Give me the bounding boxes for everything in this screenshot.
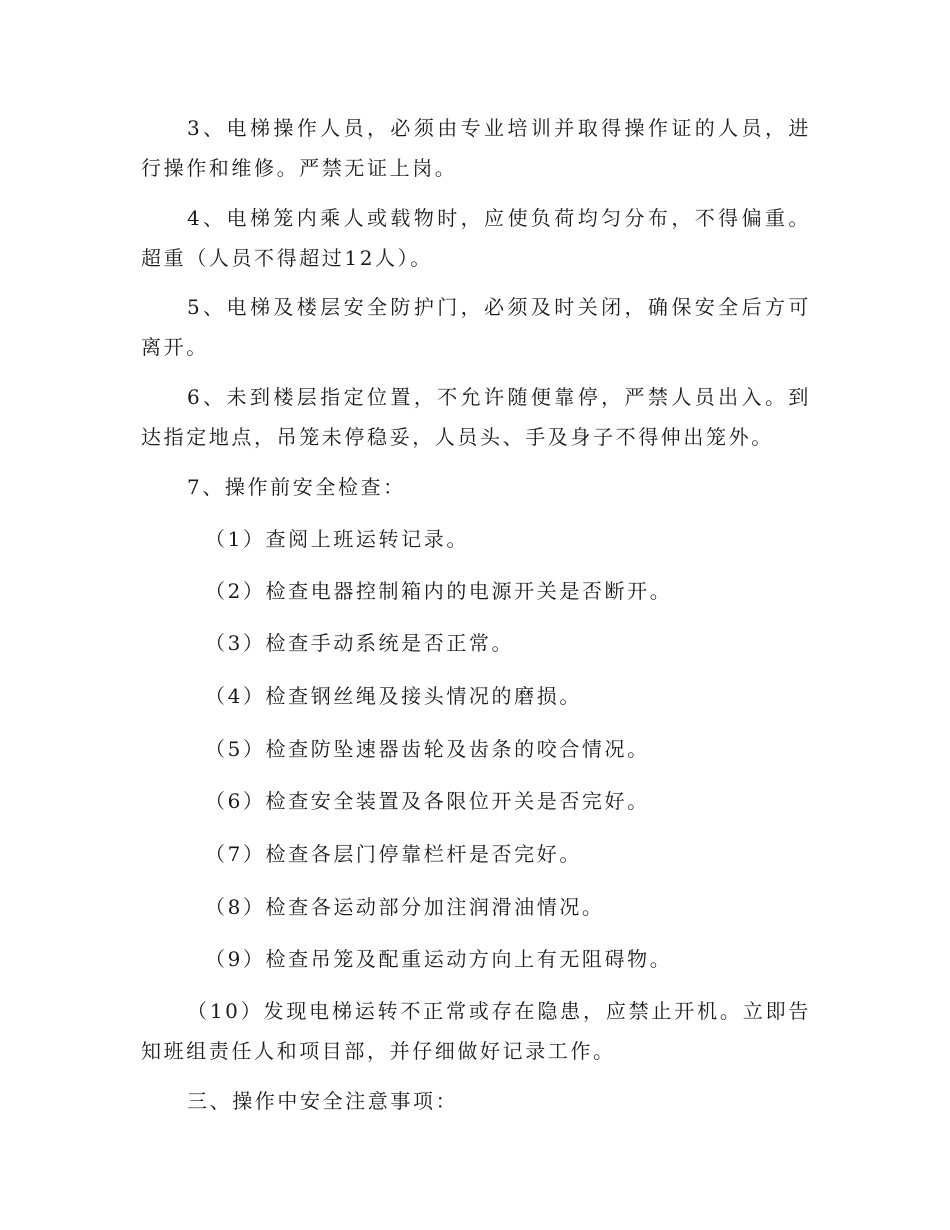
paragraph-pre-operation-check-heading: 7、操作前安全检查：	[187, 475, 406, 499]
check-item: （5）检查防坠速器齿轮及齿条的咬合情况。	[205, 737, 650, 761]
check-item: （9）检查吊笼及配重运动方向上有无阻碍物。	[205, 947, 673, 971]
paragraph-stopping-position: 6、未到楼层指定位置，不允许随便靠停，严禁人员出入。到达指定地点，吊笼未停稳妥，人员头、手及身子不得伸出笼外。	[141, 385, 811, 449]
check-item: （2）检查电器控制箱内的电源开关是否断开。	[205, 579, 673, 603]
section-heading-operation-safety: 三、操作中安全注意事项：	[187, 1089, 459, 1113]
paragraph-load-distribution: 4、电梯笼内乘人或载物时，应使负荷均匀分布，不得偏重。超重（人员不得超过12人）。	[141, 206, 811, 270]
check-item: （6）检查安全装置及各限位开关是否完好。	[205, 789, 650, 813]
check-item-report-abnormal: （10）发现电梯运转不正常或存在隐患，应禁止开机。立即告知班组责任人和项目部，并仔细做好记录工作。	[141, 999, 811, 1063]
paragraph-operator-qualification: 3、电梯操作人员，必须由专业培训并取得操作证的人员，进行操作和维修。严禁无证上岗。	[141, 116, 811, 180]
check-item: （7）检查各层门停靠栏杆是否完好。	[205, 842, 582, 866]
check-item: （1）查阅上班运转记录。	[205, 527, 469, 551]
paragraph-safety-doors: 5、电梯及楼层安全防护门，必须及时关闭，确保安全后方可离开。	[141, 295, 811, 359]
check-item: （4）检查钢丝绳及接头情况的磨损。	[205, 684, 582, 708]
check-item: （3）检查手动系统是否正常。	[205, 631, 515, 655]
check-item: （8）检查各运动部分加注润滑油情况。	[205, 895, 605, 919]
